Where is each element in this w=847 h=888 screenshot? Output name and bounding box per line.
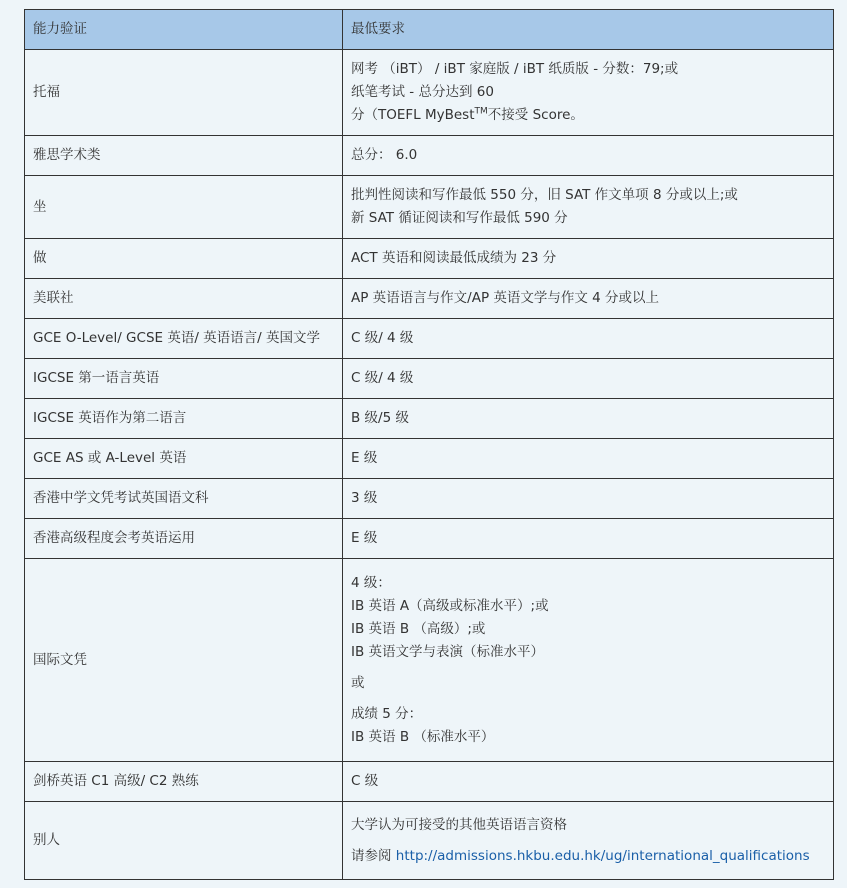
table-row-sat: [25, 176, 834, 239]
req-text: 分（TOEFL MyBest: [351, 107, 475, 123]
req-line: 纸笔考试 - 总分达到 60: [351, 84, 494, 100]
row-name: 雅思学术类: [25, 136, 343, 176]
row-requirement: [343, 802, 834, 880]
table-row-ib: [25, 559, 834, 762]
req-text: 不接受 Score。: [487, 107, 584, 123]
row-requirement: C 级/ 4 级: [343, 319, 834, 359]
req-text: 请参阅: [351, 847, 396, 864]
table-row-toefl: [25, 50, 834, 136]
row-name: 托福: [25, 50, 343, 136]
req-line: 新 SAT 循证阅读和写作最低 590 分: [351, 210, 568, 226]
req-line: IB 英语 B （标准水平）: [351, 728, 495, 745]
qualifications-link[interactable]: http://admissions.hkbu.edu.hk/ug/international_qualifications: [395, 847, 810, 864]
row-requirement: B 级/5 级: [343, 399, 834, 439]
row-name: 剑桥英语 C1 高级/ C2 熟练: [25, 762, 343, 802]
row-requirement: [343, 176, 834, 239]
table-row-other: [25, 802, 834, 880]
row-name: 香港高级程度会考英语运用: [25, 519, 343, 559]
row-requirement: [343, 50, 834, 136]
req-line: IB 英语 B （高级）;或: [351, 620, 486, 637]
table-row-ielts: [25, 136, 834, 176]
row-requirement: 总分： 6.0: [343, 136, 834, 176]
table-row-gce-as: [25, 439, 834, 479]
req-line: [351, 104, 825, 127]
row-name: IGCSE 英语作为第二语言: [25, 399, 343, 439]
req-line: 网考 （iBT） / iBT 家庭版 / iBT 纸质版 - 分数：79;或: [351, 61, 679, 77]
table-row-cambridge: [25, 762, 834, 802]
header-proficiency: 能力验证: [25, 10, 343, 50]
row-name: 别人: [25, 802, 343, 880]
row-requirement: C 级: [343, 762, 834, 802]
req-line: 或: [351, 674, 365, 691]
row-name: 做: [25, 239, 343, 279]
english-requirements-table: [24, 9, 834, 880]
table-row-ap: [25, 279, 834, 319]
table-row-hkale: [25, 519, 834, 559]
trademark-sup: TM: [474, 106, 488, 117]
row-name: 美联社: [25, 279, 343, 319]
table-row-hkdse: [25, 479, 834, 519]
row-name: GCE O-Level/ GCSE 英语/ 英语语言/ 英国文学: [25, 319, 343, 359]
row-name: 国际文凭: [25, 559, 343, 762]
row-name: GCE AS 或 A-Level 英语: [25, 439, 343, 479]
row-requirement: [343, 559, 834, 762]
table-row-gce-o-level: [25, 319, 834, 359]
req-line: IB 英语 A（高级或标准水平）;或: [351, 597, 549, 614]
req-line: 成绩 5 分：: [351, 705, 423, 722]
table-row-igcse-first: [25, 359, 834, 399]
table-header-row: [25, 10, 834, 50]
row-name: 坐: [25, 176, 343, 239]
req-line: IB 英语文学与表演（标准水平）: [351, 643, 545, 660]
row-name: 香港中学文凭考试英国语文科: [25, 479, 343, 519]
row-requirement: E 级: [343, 439, 834, 479]
row-requirement: AP 英语语言与作文/AP 英语文学与作文 4 分或以上: [343, 279, 834, 319]
row-requirement: E 级: [343, 519, 834, 559]
req-line: [351, 845, 825, 868]
req-line: 大学认为可接受的其他英语语言资格: [351, 816, 567, 833]
row-requirement: ACT 英语和阅读最低成绩为 23 分: [343, 239, 834, 279]
requirements-table-wrapper: [24, 9, 833, 880]
req-line: 4 级：: [351, 574, 391, 591]
table-row-igcse-second: [25, 399, 834, 439]
row-requirement: C 级/ 4 级: [343, 359, 834, 399]
row-requirement: 3 级: [343, 479, 834, 519]
table-row-act: [25, 239, 834, 279]
header-minimum-requirement: 最低要求: [343, 10, 834, 50]
row-name: IGCSE 第一语言英语: [25, 359, 343, 399]
req-line: 批判性阅读和写作最低 550 分，旧 SAT 作文单项 8 分或以上;或: [351, 187, 738, 203]
